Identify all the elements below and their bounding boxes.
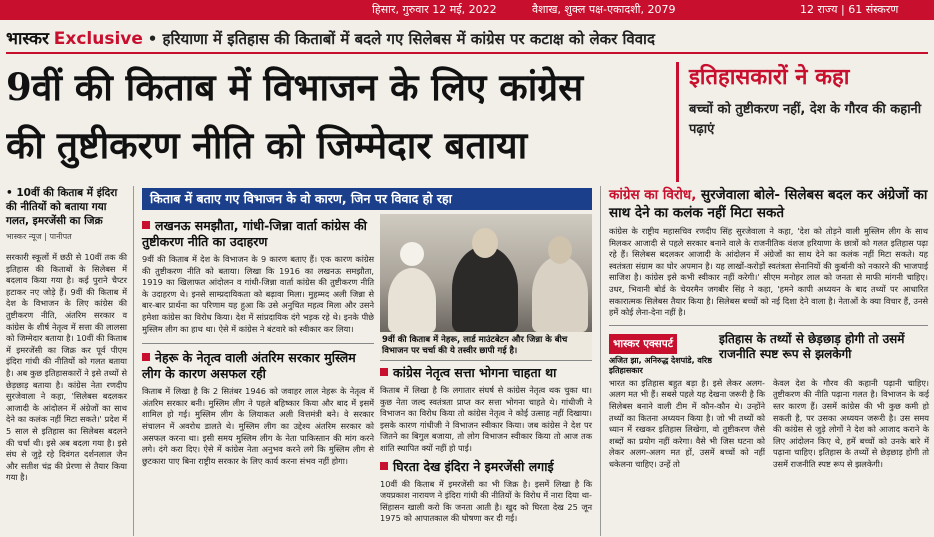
- hindu-calendar-date: वैशाख, शुक्ल पक्ष-एकादशी, 2079: [532, 3, 676, 16]
- expert-body-2: केवल देश के गौरव की कहानी पढ़ानी चाहिए। तुष्टीकरण की नीति पढ़ाना गलत है। विभाजन के कई स्तर कारण हैं। उसमें कांग्रेस की भी कुछ कमी हो सकती है, पर उसका अध्ययन जरूरी है। उस समय की कांग्रेस से जुड़े लोगों ने देश को आजाद कराने के लिए आंदोलन किए थे, हमें बच्चों को उनके बारे में पढ़ाना चाहिए। इतिहास के तथ्यों से छेड़छाड़ होगी तो उसमें राजनीति स्पष्ट रूप से झलकेगी।: [773, 377, 929, 469]
- congress-reaction-column: [600, 186, 928, 536]
- body-power: किताब में लिखा है कि लगातार संघर्ष से कांग्रेस नेतृत्व थक चुका था। कुछ नेता जल्द स्वतंत्रता प्राप्त कर सत्ता भोगना चाहते थे। गांधीजी ने विभाजन का विरोध किया तो कांग्रेस नेतृत्व ने कोई उत्साह नहीं दिखाया। इसके कारण गांधीजी ने विभाजन स्वीकार किया। जब कांग्रेस ने देश पर जितने का बिगुल बजाया, तो लोग विभाजन स्वीकार किया तो आज तक शांति स्थापित क्यों नहीं हो पाई।: [380, 385, 592, 453]
- bullet-square-icon: [142, 221, 150, 229]
- historians-quote: [676, 62, 928, 182]
- kicker-text: • हरियाणा में इतिहास की किताबों में बदले गए सिलेबस में कांग्रेस पर कटाक्ष को लेकर विवाद: [147, 30, 655, 48]
- date-line: हिसार, गुरुवार 12 मई, 2022: [372, 3, 497, 16]
- edition-info: 12 राज्य | 61 संस्करण: [800, 3, 899, 16]
- expert-badge: भास्कर एक्सपर्ट: [609, 334, 677, 354]
- divider: [142, 343, 374, 344]
- headline-line-2: की तुष्टीकरण नीति को जिम्मेदार बताया: [6, 123, 528, 167]
- photo-caption: 9वीं की किताब में नेहरू, लार्ड माउंटबेटन और जिन्ना के बीच विभाजन पर चर्चा की ये तस्वीर छापी गई है।: [380, 332, 592, 361]
- reaction-body: कांग्रेस के राष्ट्रीय महासचिव रणदीप सिंह सुरजेवाला ने कहा, 'देश को तोड़ने वाली मुस्लिम लीग के साथ मिलकर आजादी से पहले सरकार बनाने वाले के राजनीतिक वंशज हरियाणा के छात्रों को गलत इतिहास पढ़ा रहे हैं। सिलेबस बदलकर आजादी के आंदोलन में अंग्रेजों का साथ देने का कलंक नहीं मिटा सकते। यह स्वतंत्रता संग्राम का घोर अपमान है। यह लाखों-करोड़ों स्वतंत्रता सेनानियों की कुर्बानी को नकारने की भाजपाई साजिश है। कांग्रेस इसे कभी स्वीकार नहीं करेगी।' सीएम मनोहर लाल को जनता से माफी मांगनी चाहिए। उधर, भिवानी बोर्ड के चेयरमैन जगबीर सिंह ने कहा, 'हमने कापी अध्ययन के बाद तथ्यों पर आधारित सकारात्मक सिलेबस तैयार किया है। सिलेबस बच्चों को नई दिशा देने वाला है। नेताओं के क्या विचार हैं, उनसे हमें कोई लेना-देना नहीं है।: [609, 226, 928, 318]
- masthead-strip: [0, 0, 934, 20]
- body-emergency: 10वीं की किताब में इमरजेंसी का भी जिक्र है। इसमें लिखा है कि जयप्रकाश नारायण ने इंदिरा गांधी की नीतियों के विरोध में नारा दिया था- सिंहासन खाली करो कि जनता आती है। खुद को घिरता देख 25 जून 1975 को आपातकाल की घोषणा कर दी गई।: [380, 478, 592, 524]
- subhead-emergency: घिरता देख इंदिरा ने इमरजेंसी लगाई: [380, 459, 592, 475]
- headline-line-1: 9वीं की किताब में विभाजन के लिए कांग्रेस: [6, 65, 584, 109]
- subhead-interim-government: नेहरू के नेतृत्व वाली अंतरिम सरकार मुस्लिम लीग के कारण असफल रही: [142, 350, 356, 382]
- reasons-column-b: [380, 214, 592, 536]
- intro-column: [6, 186, 134, 536]
- expert-names: अजित झा, अनिरुद्ध देशपांडे, वरिष्ठ इतिहासकार: [609, 355, 712, 375]
- expert-credit: [609, 332, 713, 376]
- historical-photo: [380, 214, 592, 332]
- exclusive-tag: Exclusive: [53, 29, 143, 49]
- subhead-power: कांग्रेस नेतृत्व सत्ता भोगना चाहता था: [380, 365, 592, 381]
- expert-columns: [609, 378, 929, 471]
- reasons-column-a: [142, 214, 374, 536]
- body-lucknow-pact: 9वीं की किताब में देश के विभाजन के 9 कारण बताए हैं। एक कारण कांग्रेस की तुष्टीकरण नीति को बताया। लिखा कि 1916 का लखनऊ समझौता, 1919 का खिलाफत आंदोलन व गांधी-जिन्ना वार्ता कांग्रेस की तुष्टीकरण नीति के उदाहरण थे। इनसे साम्प्रदायिकता को बढ़ावा मिला। मुहम्मद अली जिन्ना से बार-बार प्रार्थना का परिणाम यह हुआ कि उसे अनुचित महत्व मिला और उसने हमेशा कांग्रेस का विरोध किया। देश में सांप्रदायिक दंगे भड़क रहे थे। इनके पीछे मुस्लिम लीग का हाथ था। ऐसे में कांग्रेस ने बंटवारे को स्वीकार कर लिया।: [142, 254, 374, 334]
- bullet-square-icon: [380, 462, 388, 470]
- byline: भास्कर न्यूज | पानीपत: [6, 232, 72, 241]
- brand-name: भास्कर: [6, 29, 49, 49]
- expert-headline: इतिहास के तथ्यों से छेड़छाड़ होगी तो उसमें राजनीति स्पष्ट रूप से झलकेगी: [719, 331, 905, 361]
- body-interim-government: किताब में लिखा है कि 2 सितंबर 1946 को जवाहर लाल नेहरू के नेतृत्व में अंतरिम सरकार बनी। मुस्लिम लीग ने पहले बहिष्कार किया और बाद में इसमें शामिल हो गई। मुस्लिम लीग के लियाकत अली वित्तमंत्री बने। वे सरकार संचालन में अवरोध डालते थे। मुस्लिम लीग का उद्देश्य अंतरिम सरकार को असफल करना था। इसी समय मुस्लिम लीग के नेता पाकिस्तान की मांग करने लगे। दंगे करा दिए। ऐसे में कांग्रेस नेता अनुभव करने लगे कि मुस्लिम लीग से छुटकारा पाए बिना राष्ट्रीय सरकार के लिए कार्य करना संभव नहीं होगा।: [142, 386, 374, 466]
- expert-body-1: भारत का इतिहास बहुत बड़ा है। इसे लेकर अलग-अलग मत भी हैं। सबसे पहले यह देखना जरूरी है कि सिलेबस बनाने वाली टीम में कौन-कौन थे। उन्होंने तथ्यों का कितना अध्ययन किया है। जो भी तथ्यों को ध्यान में रखकर इतिहास लिखेगा, वो तुष्टीकरण जैसे शब्दों का प्रयोग नहीं करेगा। वैसे भी जिस घटना को लेकर अलग-अलग मत हों, उसमें बच्चों को नहीं धकेलना चाहिए। उन्हें तो: [609, 377, 765, 469]
- expert-box: [609, 325, 928, 531]
- bullet-square-icon: [142, 353, 150, 361]
- bullet-square-icon: [380, 368, 388, 376]
- intro-lead: • 10वीं की किताब में इंदिरा की नीतियों को बताया गया गलत, इमरजेंसी का जिक्र: [6, 187, 118, 227]
- exclusive-kicker: [6, 24, 928, 54]
- subhead-lucknow-pact: लखनऊ समझौता, गांधी-जिन्ना वार्ता कांग्रेस की तुष्टीकरण नीति का उदाहरण: [142, 218, 367, 249]
- section-banner: किताब में बताए गए विभाजन के वो कारण, जिन पर विवाद हो रहा: [142, 188, 592, 210]
- reaction-headline: कांग्रेस का विरोध, सुरजेवाला बोले- सिलेबस बदल कर अंग्रेजों का साथ देने का कलंक नहीं मिटा सकते: [609, 187, 928, 221]
- historians-title: इतिहासकारों ने कहा: [689, 65, 850, 90]
- main-headline: [6, 58, 668, 182]
- historians-quote-text: बच्चों को तुष्टीकरण नहीं, देश के गौरव की कहानी पढ़ाएं: [689, 102, 922, 137]
- intro-body: सरकारी स्कूलों में छठी से 10वीं तक की इतिहास की किताबों के सिलेबस में बदलाव किया गया है। कई पुराने चैप्टर हटाकर नए जोड़े हैं। 9वीं की किताब में देश के विभाजन के लिए कांग्रेस की तुष्टीकरण नीति, अंतरिम सरकार व कांग्रेस के शीर्ष नेतृत्व में सत्ता की लालसा को जिम्मेदार बताया है। 10वीं की किताब में इमरजेंसी का जिक्र कर पूर्व पीएम इंदिरा गांधी की नीतियों को गलत बताया है। अब कुछ इतिहासकारों ने इसे तथ्यों से छेड़छाड़ बताया है। कांग्रेस नेता रणदीप सुरजेवाला ने कहा, 'सिलेबस बदलकर आजादी के आंदोलन में अंग्रेजों का साथ देने का कलंक नहीं मिटा सकते।' प्रदेश में 5 साल से इतिहास का सिलेबस बदलने की चर्चा थी। इसे अब बदला गया है। इसे संघ से जुड़े रहे दिवंगत दर्शनलाल जैन और सतीश चंद्र की प्रेरणा से तैयार किया गया है।: [6, 252, 127, 483]
